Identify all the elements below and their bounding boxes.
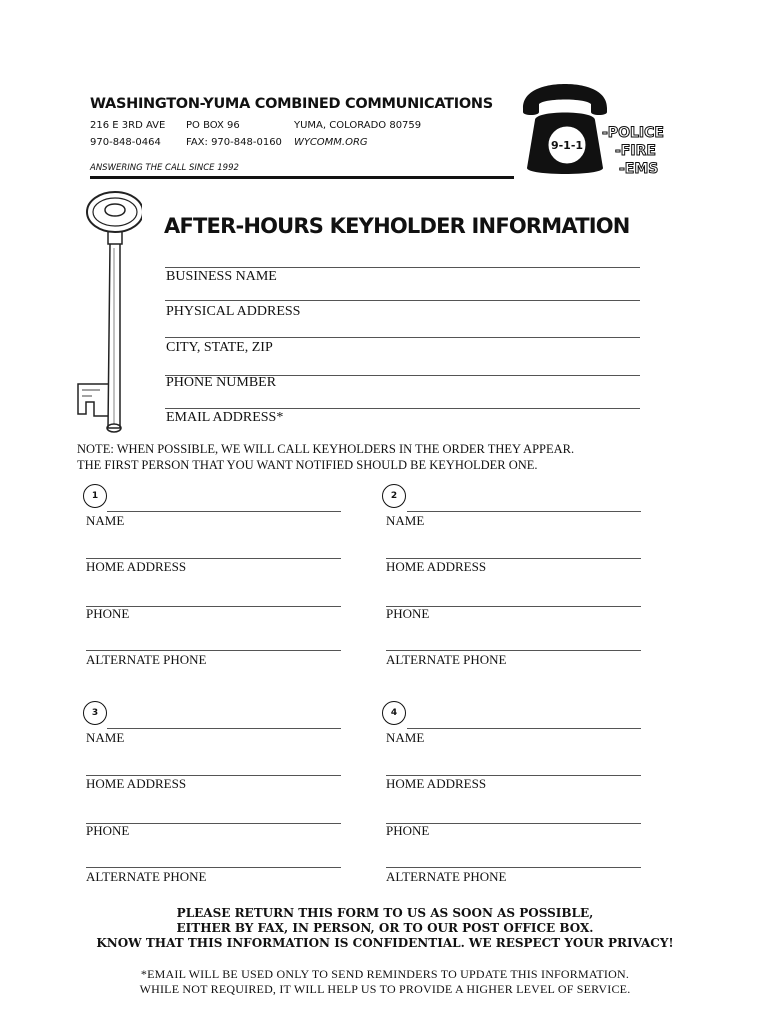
org-website: WYCOMM.ORG	[294, 137, 368, 148]
keyholder-1-alt-phone-label: ALTERNATE PHONE	[86, 652, 207, 667]
org-name: WASHINGTON-YUMA COMBINED COMMUNICATIONS	[90, 96, 493, 112]
keyholder-3-badge: 3	[83, 701, 107, 725]
keyholder-2-address-label: HOME ADDRESS	[386, 559, 487, 574]
keyholder-4-name-label: NAME	[386, 730, 425, 745]
physical-address-label: PHYSICAL ADDRESS	[166, 304, 301, 319]
keyholder-3-name-line[interactable]	[107, 728, 341, 729]
keyholder-4-phone-label: PHONE	[386, 823, 430, 838]
org-phone: 970-848-0464	[90, 137, 161, 148]
keyholder-1-phone-label: PHONE	[86, 606, 130, 621]
keyholder-2-alt-phone-line[interactable]	[386, 650, 641, 651]
footer-line-1: PLEASE RETURN THIS FORM TO US AS SOON AS POSSIBLE,	[176, 906, 594, 920]
org-po-box: PO BOX 96	[186, 120, 240, 131]
keyholder-2-phone-label: PHONE	[386, 606, 430, 621]
keyholder-3-phone-label: PHONE	[86, 823, 130, 838]
keyholder-3-name-label: NAME	[86, 730, 125, 745]
keyholder-2-name-label: NAME	[386, 513, 425, 528]
footer-line-2: EITHER BY FAX, IN PERSON, OR TO OUR POST OFFICE BOX.	[176, 921, 594, 935]
city-state-zip-label: CITY, STATE, ZIP	[166, 340, 273, 355]
telephone-911-logo	[515, 80, 685, 185]
org-city: YUMA, COLORADO 80759	[294, 120, 422, 131]
email-address-line[interactable]	[165, 408, 640, 409]
telephone-icon	[515, 80, 685, 185]
footer-line-3: KNOW THAT THIS INFORMATION IS CONFIDENTIAL. WE RESPECT YOUR PRIVACY!	[96, 936, 674, 950]
footer-note-2: WHILE NOT REQUIRED, IT WILL HELP US TO PROVIDE A HIGHER LEVEL OF SERVICE.	[139, 982, 631, 996]
service-ems: -EMS	[619, 161, 659, 177]
keyholder-4-alt-phone-line[interactable]	[386, 867, 641, 868]
note-line-2: THE FIRST PERSON THAT YOU WANT NOTIFIED SHOULD BE KEYHOLDER ONE.	[77, 458, 538, 472]
keyholder-1-name-line[interactable]	[107, 511, 341, 512]
email-address-label: EMAIL ADDRESS*	[166, 410, 284, 425]
org-street: 216 E 3RD AVE	[90, 120, 166, 131]
footer-note-1: *EMAIL WILL BE USED ONLY TO SEND REMINDERS TO UPDATE THIS INFORMATION.	[140, 967, 630, 981]
keyholder-3-alt-phone-label: ALTERNATE PHONE	[86, 869, 207, 884]
note-line-1: NOTE: WHEN POSSIBLE, WE WILL CALL KEYHOLDERS IN THE ORDER THEY APPEAR.	[77, 442, 575, 456]
header-divider	[90, 176, 514, 179]
org-fax: FAX: 970-848-0160	[186, 137, 282, 148]
form-title: AFTER-HOURS KEYHOLDER INFORMATION	[164, 214, 630, 238]
keyholder-4-address-label: HOME ADDRESS	[386, 776, 487, 791]
dial-text: 9-1-1	[550, 139, 584, 152]
keyholder-3-alt-phone-line[interactable]	[86, 867, 341, 868]
keyholder-4-name-line[interactable]	[407, 728, 641, 729]
keyholder-4-alt-phone-label: ALTERNATE PHONE	[386, 869, 507, 884]
business-name-label: BUSINESS NAME	[166, 269, 277, 284]
org-tagline: ANSWERING THE CALL SINCE 1992	[90, 163, 239, 173]
service-police: -POLICE	[602, 125, 664, 141]
phone-number-label: PHONE NUMBER	[166, 375, 277, 390]
keyholder-1-name-label: NAME	[86, 513, 125, 528]
skeleton-key-icon	[72, 188, 142, 438]
keyholder-2-alt-phone-label: ALTERNATE PHONE	[386, 652, 507, 667]
business-name-line[interactable]	[165, 267, 640, 268]
keyholder-1-alt-phone-line[interactable]	[86, 650, 341, 651]
physical-address-line[interactable]	[165, 300, 640, 301]
keyholder-2-name-line[interactable]	[407, 511, 641, 512]
city-state-zip-line[interactable]	[165, 337, 640, 338]
keyholder-1-badge: 1	[83, 484, 107, 508]
keyholder-3-address-label: HOME ADDRESS	[86, 776, 187, 791]
keyholder-2-badge: 2	[382, 484, 406, 508]
keyholder-1-address-label: HOME ADDRESS	[86, 559, 187, 574]
service-fire: -FIRE	[615, 143, 656, 159]
keyholder-4-badge: 4	[382, 701, 406, 725]
